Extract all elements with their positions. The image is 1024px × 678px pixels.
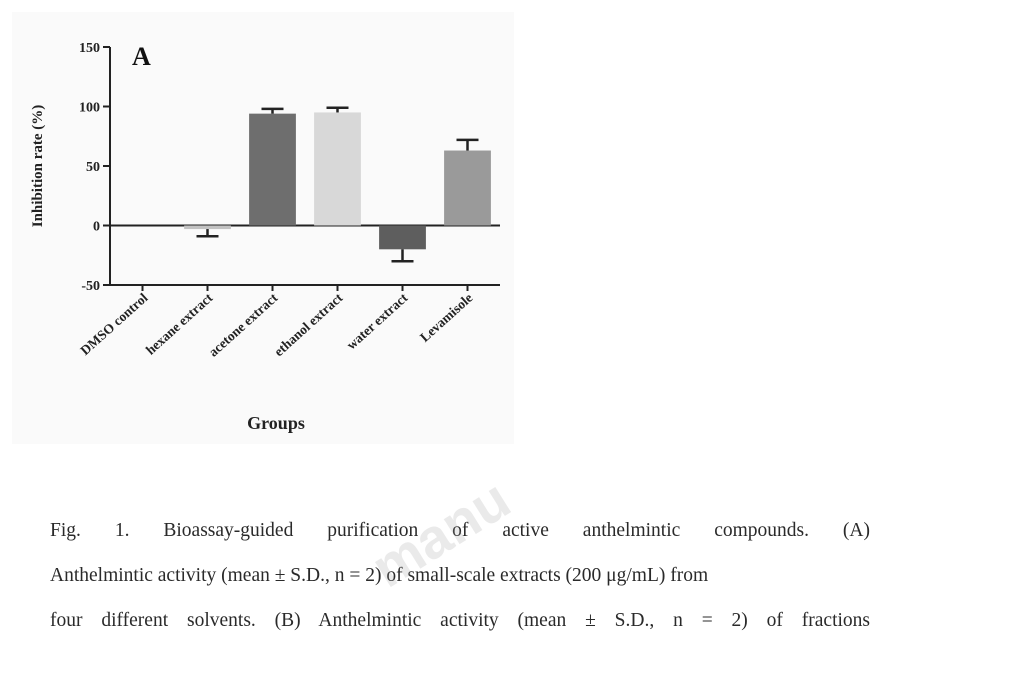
bar — [379, 226, 426, 250]
figure-caption — [50, 508, 870, 643]
caption-line: Anthelmintic activity (mean ± S.D., n = 2) of small-scale extracts (200 μg/mL) from — [50, 565, 709, 586]
error-bar — [197, 229, 219, 236]
y-tick-label: 50 — [86, 160, 100, 175]
x-tick-label: acetone extract — [205, 290, 281, 360]
y-tick-label: 150 — [79, 41, 100, 56]
bars-group — [143, 112, 491, 291]
x-axis-label: Groups — [247, 413, 305, 433]
bar — [444, 151, 491, 226]
error-bar — [392, 249, 414, 261]
bar-chart — [12, 12, 514, 444]
y-tick-label: 0 — [93, 219, 100, 235]
x-tick-label: Levamisole — [416, 290, 476, 345]
x-tick-label: DMSO control — [77, 290, 151, 359]
x-tick-label: ethanol extract — [271, 290, 346, 360]
x-tick-labels-group — [77, 290, 475, 360]
watermark: manu — [360, 466, 521, 600]
x-tick-label: hexane extract — [142, 290, 216, 358]
x-tick-label: water extract — [343, 290, 411, 353]
caption-line: four different solvents. (B) Anthelmintic activity (mean ± S.D., n = 2) of fractions — [50, 610, 870, 631]
error-bar — [327, 108, 349, 113]
error-bar — [262, 109, 284, 114]
caption-line: Fig. 1. Bioassay-guided purification of active anthelmintic compounds. (A) — [50, 520, 870, 541]
figure-panel — [12, 12, 514, 444]
bar — [184, 226, 231, 230]
bar — [249, 114, 296, 226]
bar — [314, 112, 361, 225]
y-tick-label: 100 — [79, 100, 100, 116]
panel-label: A — [132, 42, 151, 71]
error-bar — [457, 140, 479, 151]
y-tick-label: -50 — [81, 279, 100, 294]
y-ticks-group — [79, 41, 110, 294]
y-axis-label: Inhibition rate (%) — [30, 104, 46, 228]
